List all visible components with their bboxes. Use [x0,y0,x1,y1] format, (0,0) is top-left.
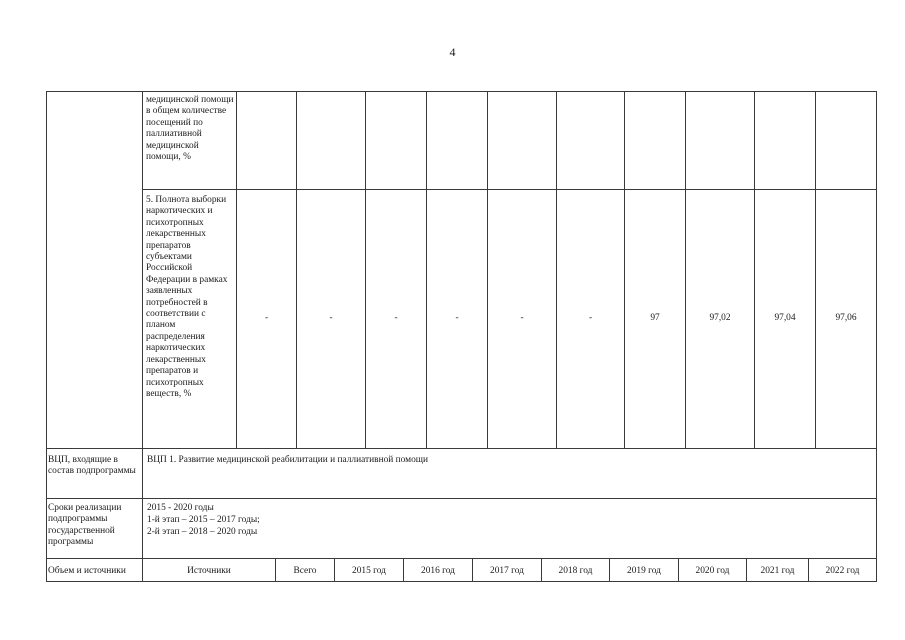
indicator-value: - [394,313,398,323]
col-divider [624,91,625,449]
indicator-value: - [455,313,459,323]
page-number: 4 [449,45,456,59]
terms-line: 1-й этап – 2015 – 2017 годы; [147,515,260,525]
col-divider [365,91,366,449]
column-header: 2017 год [490,566,524,576]
col-divider [815,91,816,449]
col-divider-label [142,91,143,582]
volume-label: Объем и источники [48,566,126,576]
row-divider-2 [46,448,877,449]
column-header: Источники [187,566,231,576]
col-divider [556,91,557,449]
col-divider-indicator [236,91,237,449]
column-header: 2018 год [558,566,593,576]
row-divider-5 [46,581,877,582]
indicator-value: 97,06 [835,313,857,323]
indicator-continuation-text: медицинской помощи в общем количестве посещений по паллиативной медицинской помощи, % [146,95,234,163]
indicator-value: - [520,313,524,323]
indicator-5-text: 5. Полнота выборки наркотических и психотропных лекарственных препаратов субъектами Российской Федерации в рамках заявленных потребностей в соответствии с планом распределения наркотических лекарственных препаратов и психотропных веществ, % [146,195,228,399]
indicator-value: 97 [650,313,660,323]
terms-line: 2-й этап – 2018 – 2020 годы [147,527,258,537]
row-divider-4 [46,558,877,559]
indicator-value: - [329,313,333,323]
column-header: 2021 год [760,566,795,576]
column-header: 2016 год [421,566,455,576]
col-divider [685,91,686,449]
row-divider-1 [142,189,877,190]
column-header: 2019 год [627,566,661,576]
indicator-value: - [264,313,269,323]
column-header: 2022 год [825,566,860,576]
column-header: Всего [293,566,317,576]
terms-label: Сроки реализации подпрограммы государственной программы [48,503,122,548]
table-right-border [876,91,877,582]
col-divider [487,91,488,449]
indicator-value: 97,02 [709,313,731,323]
indicator-value: 97,04 [774,313,796,323]
indicator-value: - [588,313,593,323]
column-header: 2015 год [352,566,386,576]
col-divider [754,91,755,449]
row-divider-3 [46,498,877,499]
vcp-content: ВЦП 1. Развитие медицинской реабилитации и паллиативной помощи [147,455,429,465]
col-divider [296,91,297,449]
col-divider [426,91,427,449]
table-left-border [46,91,47,582]
terms-line: 2015 - 2020 годы [147,503,214,513]
column-header: 2020 год [695,566,730,576]
vcp-label: ВЦП, входящие в состав подпрограммы [48,455,136,477]
table-top-border [46,91,877,92]
